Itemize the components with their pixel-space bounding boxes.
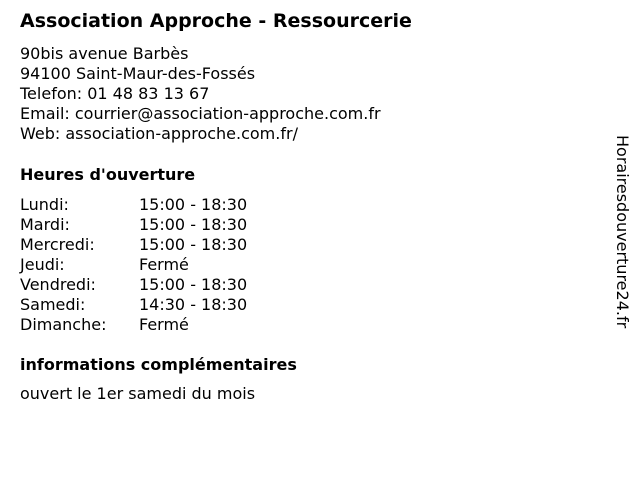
email-line: Email: courrier@association-approche.com.fr [20,104,381,123]
hours-row-sunday [20,315,247,335]
day-label: Mercredi: [20,235,95,254]
hours-row-monday [20,195,247,215]
hours-row-wednesday [20,235,247,255]
day-hours: Fermé [139,315,189,334]
hours-row-tuesday [20,215,247,235]
day-hours: 15:00 - 18:30 [139,275,248,294]
day-label: Mardi: [20,215,70,234]
day-label: Dimanche: [20,315,107,334]
info-text: ouvert le 1er samedi du mois [20,384,256,403]
info-heading: informations complémentaires [20,355,297,374]
hours-heading: Heures d'ouverture [20,165,196,184]
hours-table [20,195,247,335]
day-label: Samedi: [20,295,86,314]
day-hours: 15:00 - 18:30 [139,235,248,254]
web-line: Web: association-approche.com.fr/ [20,124,298,143]
day-hours: 15:00 - 18:30 [139,195,248,214]
address-street: 90bis avenue Barbès [20,44,189,63]
hours-row-friday [20,275,247,295]
phone-line: Telefon: 01 48 83 13 67 [20,84,210,103]
day-label: Jeudi: [20,255,65,274]
address-city: 94100 Saint-Maur-des-Fossés [20,64,256,83]
day-label: Vendredi: [20,275,96,294]
business-name: Association Approche - Ressourcerie [20,10,412,32]
day-hours: Fermé [139,255,189,274]
hours-row-saturday [20,295,247,315]
day-label: Lundi: [20,195,69,214]
day-hours: 15:00 - 18:30 [139,215,248,234]
site-watermark: Horairesdouverture24.fr [613,135,632,329]
hours-row-thursday [20,255,247,275]
day-hours: 14:30 - 18:30 [139,295,248,314]
contact-block [20,44,381,144]
